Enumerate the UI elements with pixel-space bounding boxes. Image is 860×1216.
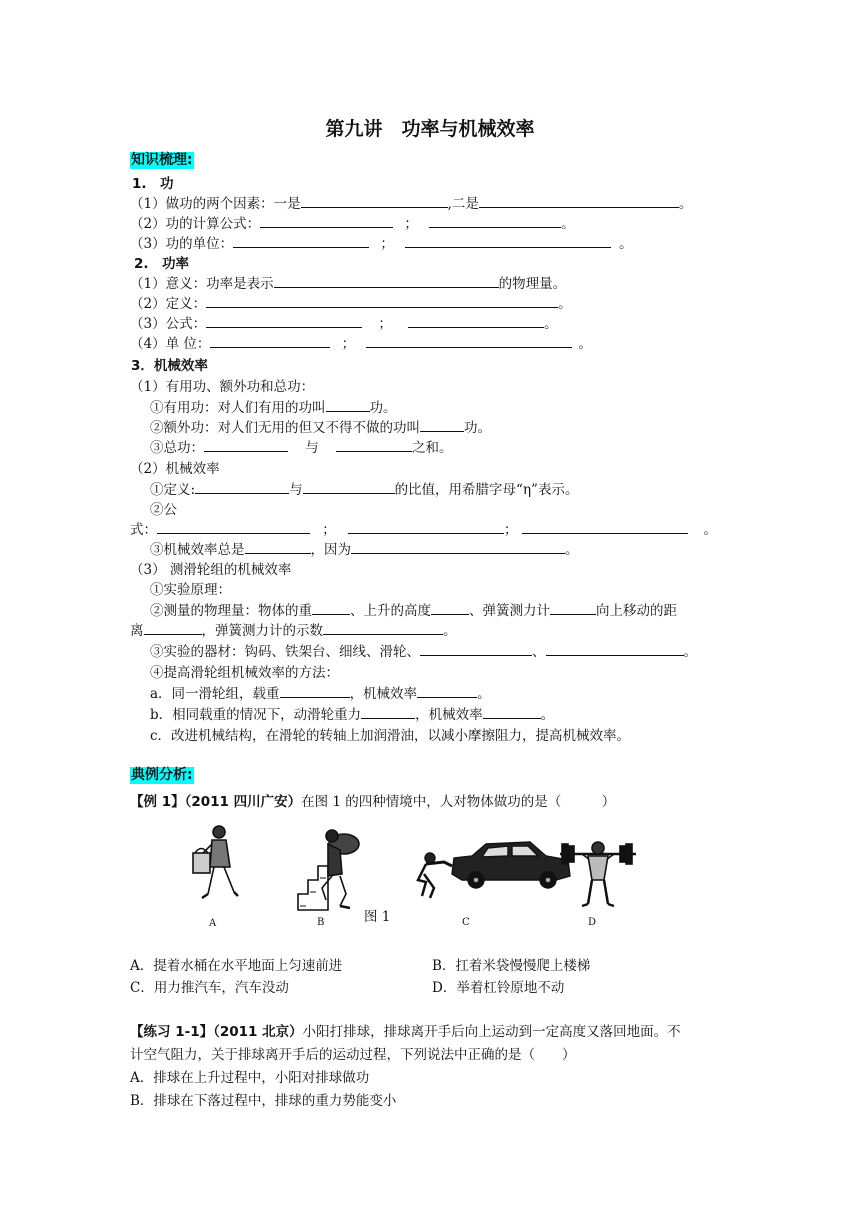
practice-1-1-option-a: A．排球在上升过程中，小阳对排球做功 [130, 1070, 370, 1086]
improve-a-line: a．同一滑轮组，载重 ，机械效率 。 [150, 686, 491, 702]
knowledge-heading: 知识梳理: [131, 152, 193, 168]
blank [522, 521, 688, 534]
work-line-3: （3）功的单位： ； 。 [130, 236, 633, 252]
improve-b-line: b．相同载重的情况下，动滑轮重力 ，机械效率 。 [150, 707, 555, 723]
example-1-question: 【例 1】（2011 四川广安）在图 1 的四种情境中，人对物体做功的是（ ） [130, 794, 616, 810]
example-1-option-b: B．扛着米袋慢慢爬上楼梯 [432, 958, 591, 974]
scene-c-car-pusher [418, 842, 570, 898]
work-heading: 1. 功 [132, 176, 174, 192]
blank [420, 419, 464, 432]
power-line-3: （3）公式： ； 。 [130, 316, 558, 332]
figure-caption: 图 1 [364, 909, 391, 925]
blank [323, 622, 443, 635]
blank [280, 685, 350, 698]
equipment-line: ③实验的器材：钩码、铁架台、细线、滑轮、 、 。 [150, 644, 697, 660]
blank [206, 295, 558, 308]
extra-work-line: ②额外功：对人们无用的但又不得不做的功叫 功。 [150, 420, 491, 436]
efficiency-sub-3: （3） 测滑轮组的机械效率 [130, 562, 292, 578]
figure-1 [190, 822, 650, 932]
blank [274, 275, 499, 288]
practice-1-1-line-2: 计空气阻力，关于排球离开手后的运动过程，下列说法中正确的是（ ） [130, 1047, 576, 1063]
example-1-option-d: D．举着杠铃原地不动 [432, 980, 565, 996]
blank [336, 439, 412, 452]
blank [144, 622, 202, 635]
blank [361, 706, 415, 719]
measure-line-2: 离 ，弹簧测力计的示数 。 [130, 623, 457, 639]
scene-a-bucket-carrier [193, 826, 238, 898]
formula-line-a: ②公 [150, 502, 177, 518]
blank [326, 399, 370, 412]
blank [260, 215, 393, 228]
always-line: ③机械效率总是 ，因为 。 [150, 542, 579, 558]
power-heading: 2. 功率 [134, 256, 190, 272]
blank [431, 602, 469, 615]
measure-line-1: ②测量的物理量：物体的重 、上升的高度 、弹簧测力计 向上移动的距 [150, 603, 677, 619]
improve-line: ④提高滑轮组机械效率的方法： [150, 665, 339, 681]
blank [245, 541, 311, 554]
blank [206, 315, 362, 328]
definition-line: ①定义: 与 的比值，用希腊字母“η”表示。 [150, 482, 579, 498]
scene-b-stair-climber [298, 830, 359, 910]
blank [210, 335, 330, 348]
power-line-1: （1）意义：功率是表示 的物理量。 [130, 276, 567, 292]
blank [204, 439, 288, 452]
useful-work-line: ①有用功：对人们有用的功叫 功。 [150, 400, 397, 416]
blank [312, 602, 350, 615]
total-work-line: ③总功： 与 之和。 [150, 440, 453, 456]
work-line-1: （1）做功的两个因素：一是 ,二是 。 [130, 196, 693, 212]
blank [303, 481, 395, 494]
efficiency-heading: 3．机械效率 [131, 358, 208, 374]
practice-1-1-line-1: 【练习 1-1】（2011 北京）小阳打排球，排球离开手后向上运动到一定高度又落回地面。不 [130, 1024, 681, 1040]
power-line-2: （2）定义： 。 [130, 296, 572, 312]
blank [195, 481, 289, 494]
example-1-option-c: C．用力推汽车，汽车没动 [130, 980, 289, 996]
blank [233, 235, 369, 248]
fig-label-b: B [317, 917, 325, 928]
blank [546, 643, 684, 656]
blank [420, 643, 532, 656]
blank [550, 602, 596, 615]
formula-line-b: 式： ； ； 。 [130, 522, 717, 538]
blank [366, 335, 572, 348]
fig-label-a: A [209, 918, 217, 929]
blank [417, 685, 477, 698]
blank [348, 521, 504, 534]
efficiency-sub-1: （1）有用功、额外功和总功： [130, 379, 315, 395]
blank [301, 195, 448, 208]
example-1-option-a: A．提着水桶在水平地面上匀速前进 [130, 958, 343, 974]
blank [351, 541, 565, 554]
page-title: 第九讲 功率与机械效率 [325, 118, 535, 140]
scene-d-weightlifter [560, 842, 636, 906]
examples-heading: 典例分析: [131, 767, 193, 783]
blank [405, 235, 611, 248]
improve-c-line: c．改进机械结构，在滑轮的转轴上加润滑油，以减小摩擦阻力，提高机械效率。 [150, 728, 631, 744]
blank [479, 195, 679, 208]
fig-label-c: C [462, 917, 470, 928]
blank [408, 315, 544, 328]
blank [429, 215, 561, 228]
fig-label-d: D [588, 917, 597, 928]
efficiency-sub-2: （2）机械效率 [130, 461, 220, 477]
power-line-4: （4）单 位： ； 。 [130, 336, 592, 352]
work-line-2: （2）功的计算公式： ； 。 [130, 216, 575, 232]
practice-1-1-option-b: B．排球在下落过程中，排球的重力势能变小 [130, 1093, 397, 1109]
principle-line: ①实验原理： [150, 582, 231, 598]
blank [483, 706, 541, 719]
blank [157, 521, 310, 534]
